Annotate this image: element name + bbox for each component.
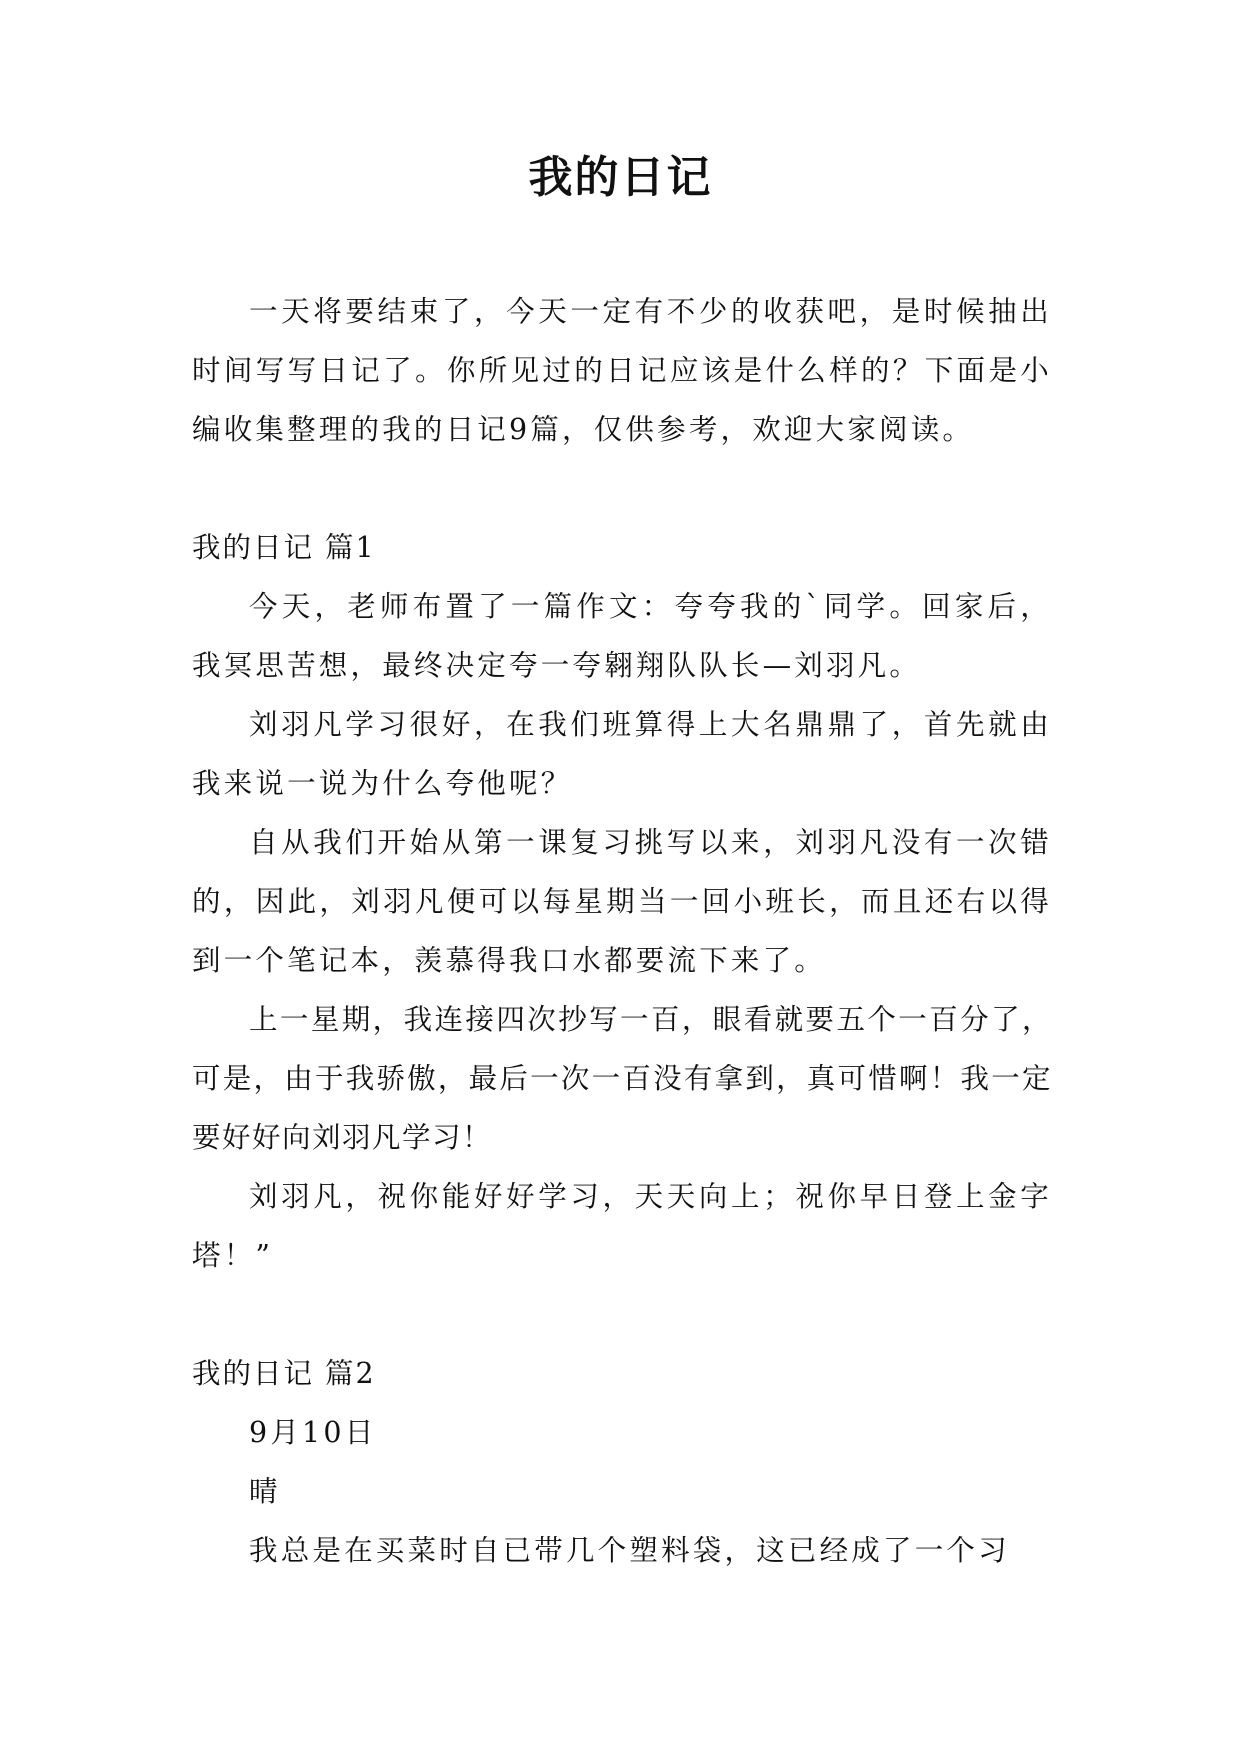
entry-heading: 我的日记 篇1 — [192, 531, 376, 564]
intro-paragraph: 一天将要结束了，今天一定有不少的收获吧，是时候抽出时间写写日记了。你所见过的日记应该是什么样的？下面是小编收集整理的我的日记9篇，仅供参考，欢迎大家阅读。 — [192, 295, 1052, 446]
diary-entry-1 — [192, 518, 1052, 1285]
diary-entry-2 — [192, 1344, 1052, 1580]
entry-paragraph: 自从我们开始从第一课复习挑写以来，刘羽凡没有一次错的，因此，刘羽凡便可以每星期当一回小班长，而且还右以得到一个笔记本，羡慕得我口水都要流下来了。 — [192, 826, 1052, 977]
entry-paragraph: 刘羽凡，祝你能好好学习，天天向上；祝你早日登上金字塔！” — [192, 1180, 1052, 1272]
section-spacer — [192, 459, 1052, 518]
section-spacer — [192, 1285, 1052, 1344]
document-title: 我的日记 — [528, 152, 713, 203]
entry-date: 9月10日 — [249, 1416, 377, 1449]
entry-paragraph: 今天，老师布置了一篇作文：夸夸我的`同学。回家后，我冥思苦想，最终决定夸一夸翱翔队队长—刘羽凡。 — [192, 590, 1052, 682]
entry-weather: 晴 — [249, 1475, 281, 1508]
entry-paragraph: 刘羽凡学习很好，在我们班算得上大名鼎鼎了，首先就由我来说一说为什么夸他呢？ — [192, 708, 1052, 800]
entry-paragraph: 上一星期，我连接四次抄写一百，眼看就要五个一百分了，可是，由于我骄傲，最后一次一百没有拿到，真可惜啊！我一定要好好向刘羽凡学习！ — [192, 1003, 1052, 1154]
document-body — [192, 282, 1052, 1580]
entry-heading: 我的日记 篇2 — [192, 1357, 376, 1390]
entry-paragraph: 我总是在买菜时自已带几个塑料袋，这已经成了一个习 — [249, 1534, 1010, 1567]
